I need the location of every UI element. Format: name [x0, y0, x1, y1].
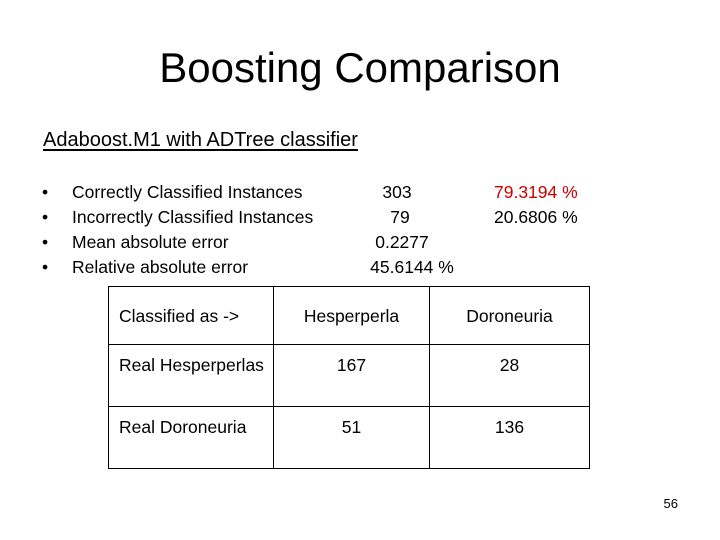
slide-subtitle: Adaboost.M1 with ADTree classifier — [43, 129, 358, 151]
stat-label: Incorrectly Classified Instances — [72, 207, 314, 227]
bullet-marker: • — [42, 257, 49, 277]
stats-list — [0, 180, 720, 280]
stat-relative-absolute-error — [0, 255, 720, 280]
stat-label: Relative absolute error — [72, 257, 249, 277]
table-row — [109, 345, 590, 407]
table-header-row — [109, 287, 590, 345]
bullet-marker: • — [42, 232, 49, 252]
cell-value: 136 — [430, 407, 590, 469]
header-cell-hesperperla: Hesperperla — [274, 287, 430, 345]
row-label-real-hesperperlas: Real Hesperperlas — [109, 345, 274, 407]
header-cell-classified-as: Classified as -> — [109, 287, 274, 345]
table-row — [109, 407, 590, 469]
row-label-real-doroneuria: Real Doroneuria — [109, 407, 274, 469]
stat-value: 0.2277 — [375, 232, 429, 252]
stat-percent: 79.3194 % — [494, 182, 578, 202]
stat-percent: 20.6806 % — [494, 207, 578, 227]
stat-label: Correctly Classified Instances — [72, 182, 303, 202]
stat-value: 303 — [382, 182, 412, 202]
cell-value: 167 — [274, 345, 430, 407]
cell-value: 28 — [430, 345, 590, 407]
bullet-marker: • — [42, 207, 49, 227]
stat-value: 45.6144 % — [370, 257, 454, 277]
slide-title: Boosting Comparison — [159, 44, 561, 91]
page-number: 56 — [663, 496, 678, 511]
cell-value: 51 — [274, 407, 430, 469]
bullet-marker: • — [42, 182, 49, 202]
stat-mean-absolute-error — [0, 230, 720, 255]
stat-label: Mean absolute error — [72, 232, 229, 252]
stat-incorrectly-classified — [0, 205, 720, 230]
confusion-matrix-table — [108, 286, 590, 469]
stat-value: 79 — [390, 207, 410, 227]
stat-correctly-classified — [0, 180, 720, 205]
header-cell-doroneuria: Doroneuria — [430, 287, 590, 345]
